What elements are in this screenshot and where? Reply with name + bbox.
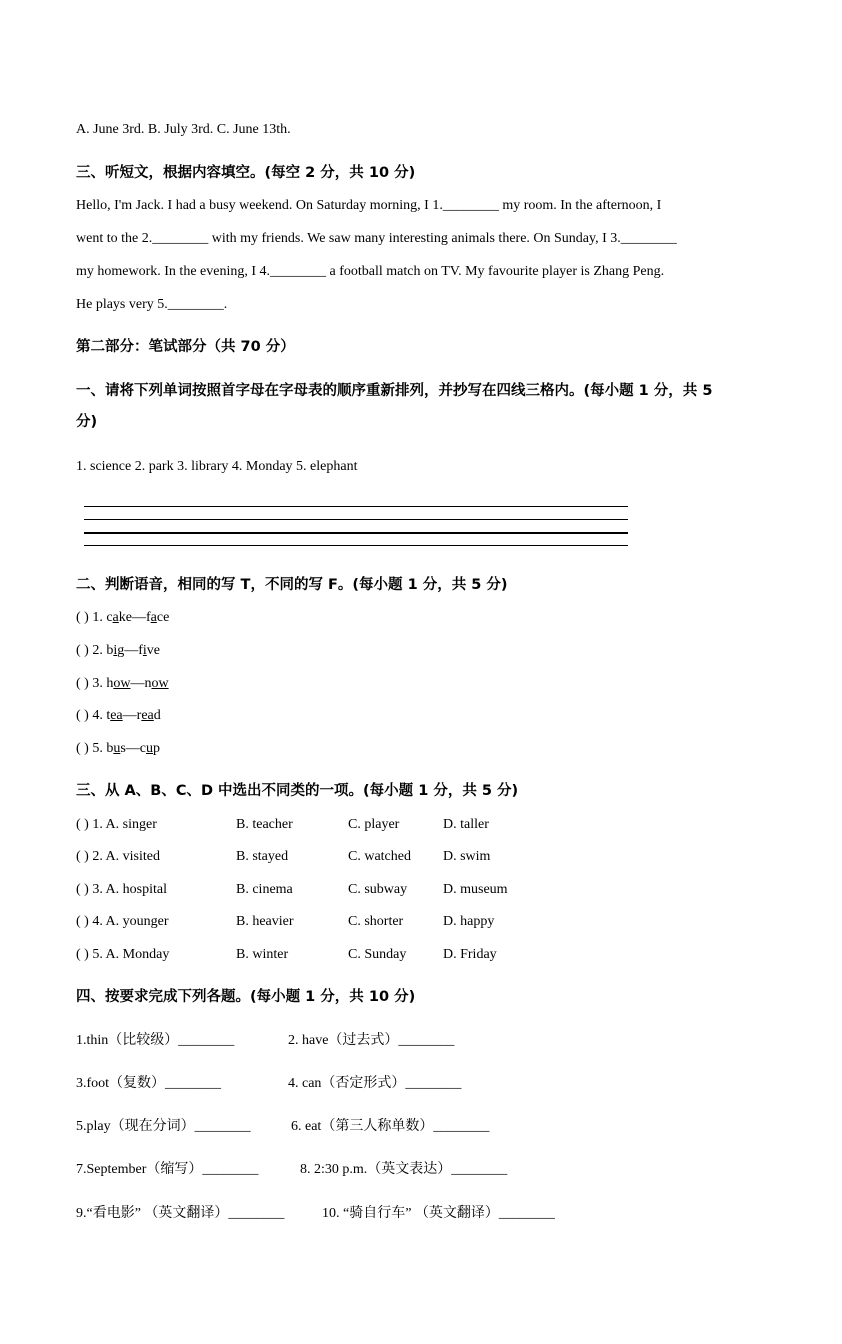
word-list: 1. science 2. park 3. library 4. Monday 5. elephant xyxy=(76,459,358,474)
option-b: B. heavier xyxy=(236,914,294,929)
writing-section-2-title: 二、判断语音，相同的写 T，不同的写 F。(每小题 1 分，共 5 分) xyxy=(76,577,508,593)
item-text: ( ) 3. h xyxy=(76,676,114,691)
option-d: D. museum xyxy=(443,882,508,897)
exercise-2[interactable]: 2. have（过去式）________ xyxy=(288,1033,455,1048)
underlined-letters: a xyxy=(112,610,119,625)
writing-section-1-title: 一、请将下列单词按照首字母在字母表的顺序重新排列，并抄写在四线三格内。(每小题 1 分，共 5 xyxy=(76,383,713,399)
exercise-9[interactable]: 9.“看电影” （英文翻译）________ xyxy=(76,1206,285,1221)
grid-line-1 xyxy=(84,506,628,507)
exercise-6[interactable]: 6. eat（第三人称单数）________ xyxy=(291,1119,490,1134)
option-c: C. player xyxy=(348,817,400,832)
option-d: D. swim xyxy=(443,849,491,864)
phonics-item[interactable] xyxy=(76,609,169,627)
item-text: d xyxy=(153,708,161,723)
grid-line-4 xyxy=(84,545,628,546)
writing-section-4-title: 四、按要求完成下列各题。(每小题 1 分，共 10 分) xyxy=(76,989,416,1005)
underlined-letters: u xyxy=(146,741,153,756)
passage-line-2: went to the 2.________ with my friends. We saw many interesting animals there. On Sunday, I 3.________ xyxy=(76,231,677,246)
underlined-letters: ea xyxy=(110,708,123,723)
underlined-letters: u xyxy=(113,741,121,756)
option-b: B. cinema xyxy=(236,882,293,897)
item-text: ( ) 1. c xyxy=(76,610,113,625)
item-text: ( ) 2. b xyxy=(76,643,114,658)
phonics-item[interactable] xyxy=(76,740,160,758)
passage-line-4: He plays very 5.________. xyxy=(76,297,228,312)
option-c: C. Sunday xyxy=(348,947,407,962)
option-b: B. teacher xyxy=(236,817,293,832)
phonics-item[interactable] xyxy=(76,675,169,693)
question-option-a: ( ) 4. A. younger xyxy=(76,914,169,929)
underlined-letters: ea xyxy=(141,708,154,723)
phonics-item[interactable] xyxy=(76,707,161,725)
question-option-a: ( ) 2. A. visited xyxy=(76,849,160,864)
item-text: —n xyxy=(130,676,152,691)
option-b: B. winter xyxy=(236,947,289,962)
item-text: ( ) 4. t xyxy=(76,708,111,723)
writing-section-1-title-cont: 分) xyxy=(76,414,98,430)
part-2-title: 第二部分：笔试部分（共 70 分） xyxy=(76,339,295,355)
item-text: g—f xyxy=(117,643,143,658)
option-d: D. happy xyxy=(443,914,495,929)
option-d: D. Friday xyxy=(443,947,497,962)
underlined-letters: a xyxy=(150,610,157,625)
option-c: C. watched xyxy=(348,849,411,864)
question-option-a: ( ) 3. A. hospital xyxy=(76,882,167,897)
passage-line-3: my homework. In the evening, I 4.________ a football match on TV. My favourite player is Zhang Peng. xyxy=(76,264,665,279)
option-d: D. taller xyxy=(443,817,489,832)
phonics-item[interactable] xyxy=(76,642,160,660)
option-c: C. shorter xyxy=(348,914,404,929)
question-option-a: ( ) 1. A. singer xyxy=(76,817,157,832)
option-c: C. subway xyxy=(348,882,408,897)
exercise-5[interactable]: 5.play（现在分词）________ xyxy=(76,1119,251,1134)
writing-section-3-title: 三、从 A、B、C、D 中选出不同类的一项。(每小题 1 分，共 5 分) xyxy=(76,783,519,799)
item-text: ke—f xyxy=(118,610,151,625)
exercise-1[interactable]: 1.thin（比较级）________ xyxy=(76,1033,235,1048)
item-text: —r xyxy=(122,708,142,723)
options-line: A. June 3rd. B. July 3rd. C. June 13th. xyxy=(76,122,291,137)
grid-line-2 xyxy=(84,519,628,520)
exercise-4[interactable]: 4. can（否定形式）________ xyxy=(288,1076,462,1091)
underlined-letters: i xyxy=(113,643,118,658)
underlined-letters: ow xyxy=(151,676,169,691)
exercise-7[interactable]: 7.September（缩写）________ xyxy=(76,1162,259,1177)
item-text: ve xyxy=(146,643,160,658)
exercise-10[interactable]: 10. “骑自行车” （英文翻译）________ xyxy=(322,1206,555,1221)
item-text: ce xyxy=(156,610,170,625)
item-text: p xyxy=(153,741,160,756)
passage-line-1: Hello, I'm Jack. I had a busy weekend. On Saturday morning, I 1.________ my room. In the afternoon, I xyxy=(76,198,662,213)
item-text: ( ) 5. b xyxy=(76,741,114,756)
question-option-a: ( ) 5. A. Monday xyxy=(76,947,170,962)
underlined-letters: i xyxy=(142,643,147,658)
item-text: s—c xyxy=(120,741,146,756)
exercise-3[interactable]: 3.foot（复数）________ xyxy=(76,1076,222,1091)
exercise-8[interactable]: 8. 2:30 p.m.（英文表达）________ xyxy=(300,1162,508,1177)
underlined-letters: ow xyxy=(113,676,131,691)
listening-section-3-title: 三、听短文，根据内容填空。(每空 2 分，共 10 分) xyxy=(76,165,416,181)
grid-line-3 xyxy=(84,532,628,534)
option-b: B. stayed xyxy=(236,849,289,864)
